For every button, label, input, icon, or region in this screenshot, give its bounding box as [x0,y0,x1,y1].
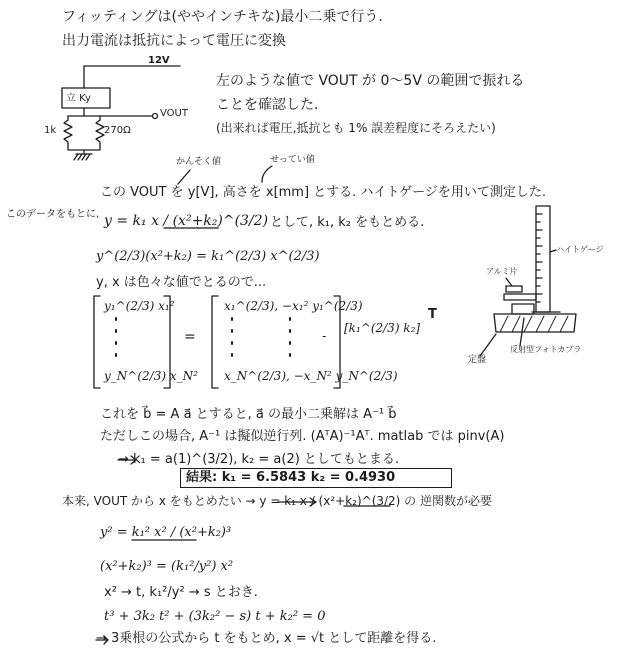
lsq-line-2: ただしこの場合, A⁻¹ は擬似逆行列. (AᵀA)⁻¹Aᵀ. matlab では pinv(A) [100,429,505,444]
height-gauge-label: ハイトゲージ [556,245,604,254]
squared-equation: y² = k₁² x² / (x²+k₂)³ [100,525,232,540]
measured-value-annotation: かんそく値 [176,157,222,167]
data-basis-note: このデータをもとに, [6,209,100,220]
k-solution-line: → k₁ = a(1)^(3/2), k₂ = a(2) としてもとまる. [118,452,400,467]
gauge-label-leader [550,250,556,252]
range-note-line-3: (出来れば電圧,抵抗とも 1% 誤差程度にそろえたい) [216,121,496,135]
inverse-function-line: 本来, VOUT から x をもとめたい → y = k₁ x / (x²+k₂)^(3/2) の 逆関数が必要 [62,494,492,508]
range-note-line-2: ことを確認した. [216,97,319,113]
surface-plate-label: 定盤 [468,355,487,365]
k-solution-arrow [118,456,136,464]
cubic-equation: t³ + 3k₂ t² + (3k₂² − s) t + k₂² = 0 [104,609,326,624]
cubed-equation: (x²+k₂)³ = (k₁²/y²) x² [100,559,234,574]
matrix-rhs-top: x₁^(2/3), −x₁² y₁^(2/3) [224,299,363,313]
aluminum-leader [506,278,512,286]
height-gauge-sketch [480,206,576,356]
gauge-arm [504,294,536,300]
plate-leader [480,334,496,356]
many-values-note: y, x は色々な値でとるので... [96,275,267,290]
circuit-schematic [62,66,180,160]
supply-voltage-label: 12V [148,55,170,66]
matrix-unknowns-vector: [k₁^(2/3) k₂] [344,321,421,335]
matrix-lhs-top: y₁^(2/3) x₁² [104,299,175,313]
output-voltage-label: VOUT [160,108,188,119]
set-value-annotation: せってい値 [270,155,315,165]
set-annotation-arrow [262,166,272,182]
rhs-left-bracket [212,296,218,388]
result-values: 結果: k₁ = 6.5843 k₂ = 0.4930 [186,470,396,485]
final-arrow [96,636,108,644]
transpose-mark: T [428,307,437,322]
aluminum-piece-label: アルミ片 [486,267,518,276]
matrix-lhs-bottom: y_N^(2/3) x_N² [104,369,198,383]
lhs-left-bracket [94,296,100,388]
surface-plate-hatch [500,316,568,332]
right-resistor-zigzag [96,116,104,150]
output-terminal [153,114,158,119]
model-solve-text: として, k₁, k₂ をもとめる. [270,215,425,230]
inverse-arrow [278,498,316,506]
aluminum-piece [506,286,522,292]
measurement-sentence: この VOUT を y[V], 高さを x[mm] とする. ハイトゲージを用いて測定した. [100,185,547,200]
intro-line-2: 出力電流は抵抗によって電圧に変換 [62,33,286,49]
left-resistor-zigzag [64,116,72,150]
matrix-rhs-bottom: x_N^(2/3), −x_N² y_N^(2/3) [224,369,398,383]
sensor-box [62,88,110,108]
substitution-line: x² → t, k₁²/y² → s とおき. [104,585,258,600]
sensor-block [512,304,534,314]
matrix-equals-sign: = [184,329,196,345]
surface-plate [494,314,576,332]
photocoupler-label: 反射型フォトカプラ [510,345,582,354]
lsq-line-1: これを b⃗ = A a⃗ とすると, a⃗ の最小二乗解は A⁻¹ b⃗ [100,407,397,422]
intro-line-1: フィッティングは(ややインチキな)最小二乗で行う. [62,9,383,25]
right-resistor-label: 270Ω [104,125,131,136]
final-step-line: → 3乗根の公式から t をもとめ, x = √t として距離を得る. [96,631,437,646]
lhs-right-bracket [164,296,170,388]
rearranged-equation: y^(2/3)(x²+k₂) = k₁^(2/3) x^(2/3) [96,249,320,264]
measured-annotation-arrow [178,170,190,184]
range-note-line-1: 左のような値で VOUT が 0～5V の範囲で振れる [216,73,525,89]
model-formula: y = k₁ x / (x²+k₂)^(3/2) [104,213,269,229]
ground-symbol [74,154,92,160]
left-resistor-label: 1k [44,125,57,136]
rhs-right-bracket [334,296,340,388]
matrix-rhs-dash: - [322,329,327,343]
gauge-ticks [536,214,542,302]
sensor-component-label: 立 Ky [66,93,91,104]
